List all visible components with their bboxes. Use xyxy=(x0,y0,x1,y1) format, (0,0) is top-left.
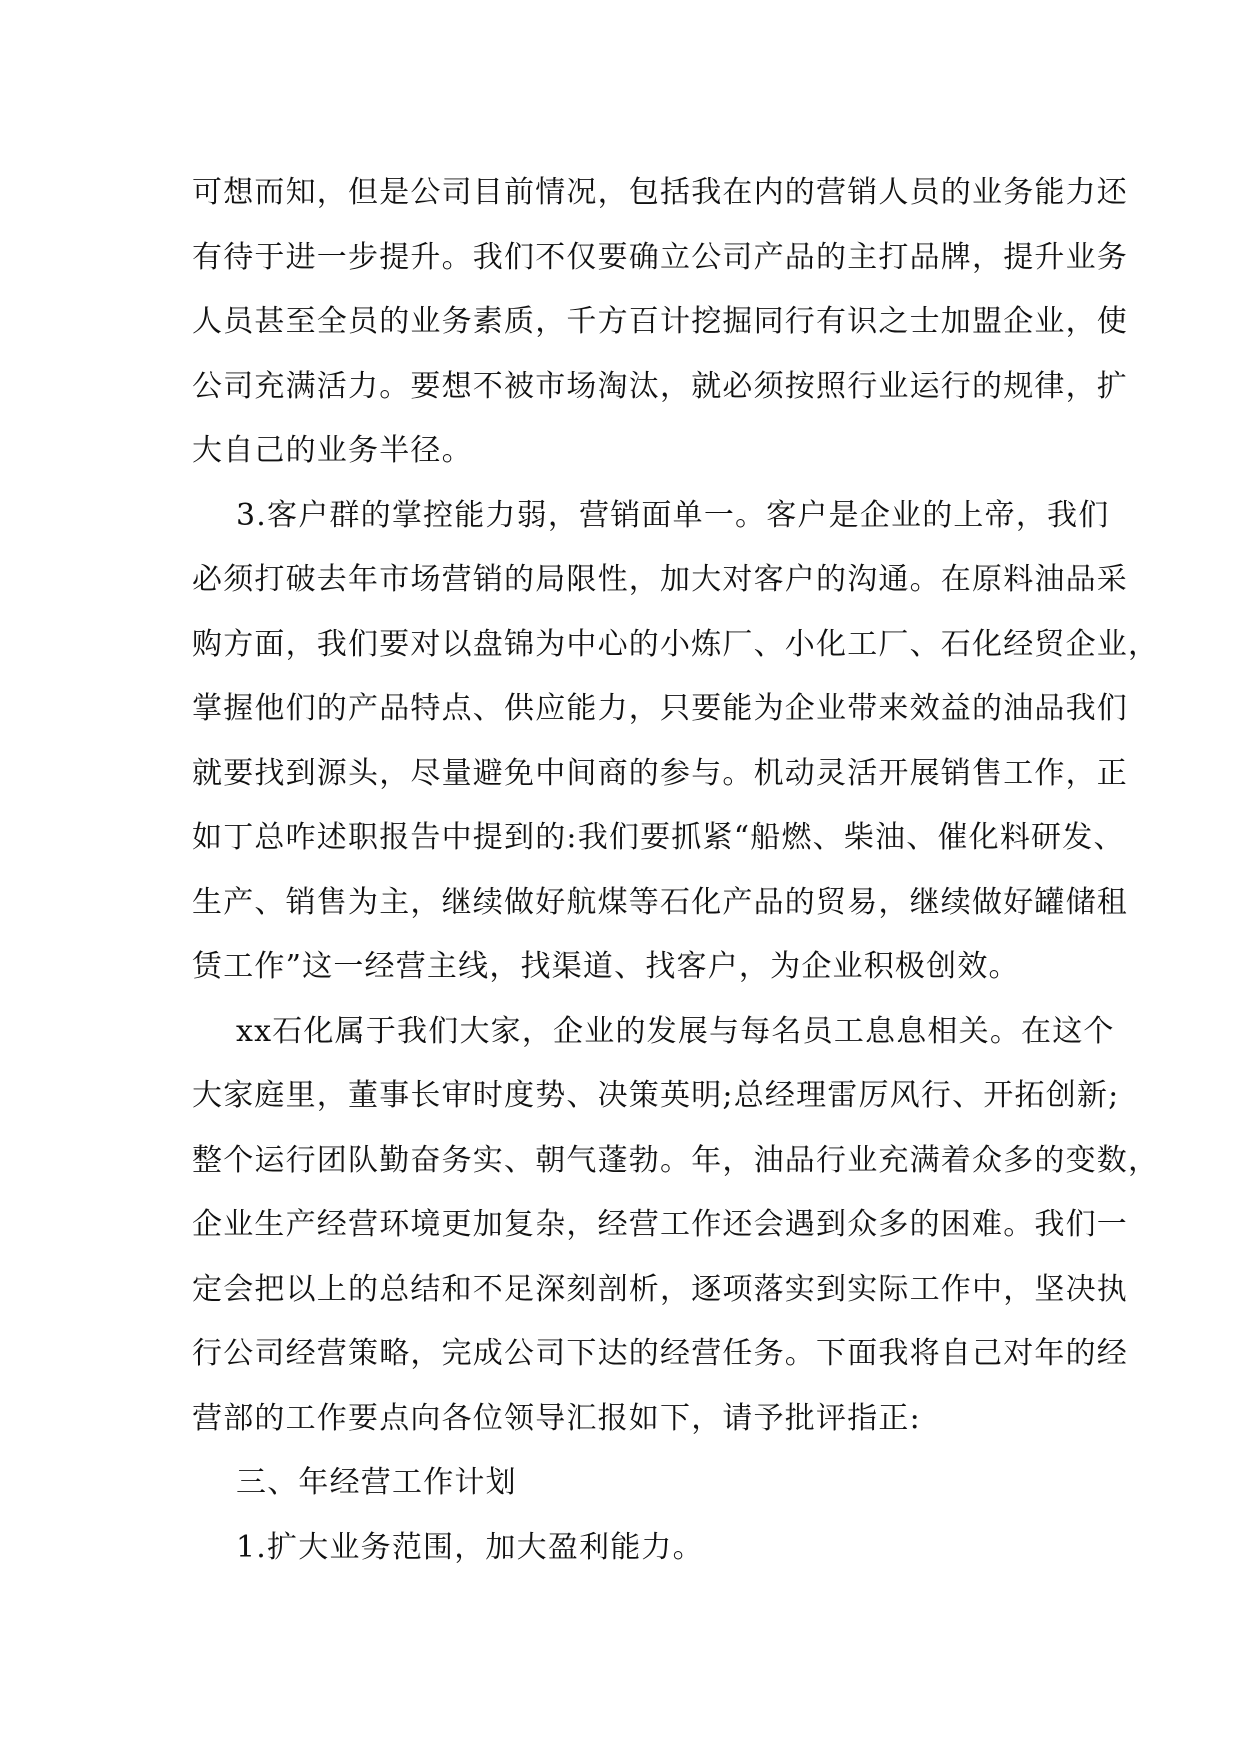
text-line: 购方面，我们要对以盘锦为中心的小炼厂、小化工厂、石化经贸企业， xyxy=(192,626,1160,662)
text-line: 行公司经营策略，完成公司下达的经营任务。下面我将自己对年的经 xyxy=(192,1336,1128,1371)
text-line: 就要找到源头，尽量避免中间商的参与。机动灵活开展销售工作，正 xyxy=(192,755,1128,791)
text-line: 人员甚至全员的业务素质，千方百计挖掘同行有识之士加盟企业，使 xyxy=(192,304,1128,339)
text-line: 大自己的业务半径。 xyxy=(192,433,473,468)
paragraph-start-line: xx石化属于我们大家，企业的发展与每名员工息息相关。在这个 xyxy=(236,1013,1115,1049)
text-line: 如丁总咋述职报告中提到的:我们要抓紧“船燃、柴油、催化料研发、 xyxy=(192,820,1125,855)
text-line: 掌握他们的产品特点、供应能力，只要能为企业带来效益的油品我们 xyxy=(192,691,1128,726)
section-heading: 三、年经营工作计划 xyxy=(236,1465,517,1500)
paragraph-start-line: 3.客户群的掌控能力弱，营销面单一。客户是企业的上帝，我们 xyxy=(236,497,1110,533)
text-line: 整个运行团队勤奋务实、朝气蓬勃。年，油品行业充满着众多的变数， xyxy=(192,1142,1160,1178)
text-line: 可想而知，但是公司目前情况，包括我在内的营销人员的业务能力还 xyxy=(192,175,1128,210)
text-line: 定会把以上的总结和不足深刻剖析，逐项落实到实际工作中，坚决执 xyxy=(192,1271,1128,1307)
text-line: 营部的工作要点向各位领导汇报如下，请予批评指正: xyxy=(192,1400,921,1436)
text-line: 必须打破去年市场营销的局限性，加大对客户的沟通。在原料油品采 xyxy=(192,562,1128,597)
text-line: 大家庭里，董事长审时度势、决策英明;总经理雷厉风行、开拓创新; xyxy=(192,1078,1120,1113)
text-line: 有待于进一步提升。我们不仅要确立公司产品的主打品牌，提升业务 xyxy=(192,239,1128,275)
document-body xyxy=(192,161,1160,1580)
text-line: 赁工作”这一经营主线，找渠道、找客户，为企业积极创效。 xyxy=(192,949,1020,984)
text-line: 生产、销售为主，继续做好航煤等石化产品的贸易，继续做好罐储租 xyxy=(192,884,1128,920)
text-line: 企业生产经营环境更加复杂，经营工作还会遇到众多的困难。我们一 xyxy=(192,1207,1128,1242)
list-item-heading: 1.扩大业务范围，加大盈利能力。 xyxy=(236,1529,704,1565)
text-line: 公司充满活力。要想不被市场淘汰，就必须按照行业运行的规律，扩 xyxy=(192,368,1128,404)
